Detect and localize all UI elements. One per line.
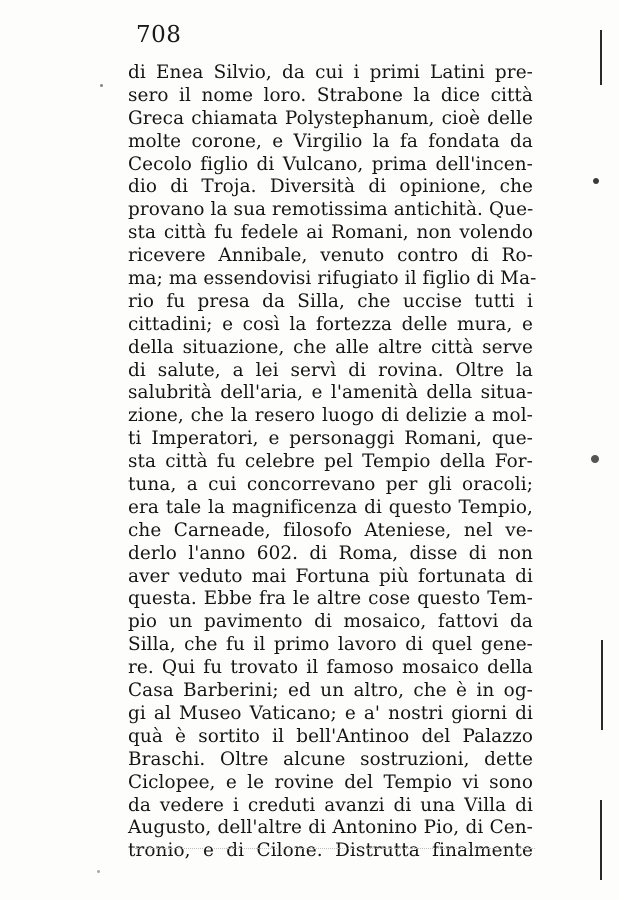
text-line: di salute, a lei servì di rovina. Oltre la [128, 359, 533, 381]
text-line: Ciclopee, e le rovine del Tempio vi sono [128, 771, 533, 793]
text-line: sero il nome loro. Strabone la dice città [128, 84, 533, 106]
bleed-through-line [135, 848, 535, 851]
text-line: sta città fu fedele ai Romani, non volendo [128, 222, 533, 244]
text-line: rio fu presa da Silla, che uccise tutti i [128, 290, 533, 312]
text-line: da vedere i creduti avanzi di una Villa di [128, 794, 533, 816]
text-line: molte corone, e Virgilio la fa fondata da [128, 130, 533, 152]
text-line: re. Qui fu trovato il famoso mosaico della [128, 657, 533, 679]
binding-edge-mark [600, 30, 602, 85]
text-line: sta città fu celebre pel Tempio della For- [128, 451, 533, 473]
text-line: che Carneade, filosofo Ateniese, nel ve- [128, 519, 533, 541]
text-line: ricevere Annibale, venuto contro di Ro- [128, 245, 533, 267]
page-number: 708 [136, 22, 182, 48]
ink-speck [100, 84, 103, 87]
text-line: quà è sortito il bell'Antinoo del Palazzo [128, 725, 533, 747]
text-line: tronio, e di Cilone. Distrutta finalmente [128, 840, 533, 862]
text-line: cittadini; e così la fortezza delle mura, e [128, 313, 533, 335]
text-line: aver veduto mai Fortuna più fortunata di [128, 565, 533, 587]
text-line: ti Imperatori, e personaggi Romani, que- [128, 428, 533, 450]
text-line: Greca chiamata Polystephanum, cioè delle [128, 107, 533, 129]
text-line: Silla, che fu il primo lavoro di quel gene- [128, 634, 533, 656]
text-line: gi al Museo Vaticano; e a' nostri giorni di [128, 702, 533, 724]
text-line: della situazione, che alle altre città serve [128, 336, 533, 358]
text-line: questa. Ebbe fra le altre cose questo Tem- [128, 588, 533, 610]
text-line: ma; ma essendovisi rifugiato il figlio di Ma- [128, 268, 537, 290]
ink-smudge [591, 455, 599, 463]
binding-edge-mark [600, 800, 602, 880]
text-line: derlo l'anno 602. di Roma, disse di non [128, 542, 533, 564]
text-line: Cecolo figlio di Vulcano, prima dell'incen- [128, 153, 533, 175]
text-line: di Enea Silvio, da cui i primi Latini pre- [128, 62, 533, 83]
text-line: Casa Barberini; ed un altro, che è in og- [128, 680, 533, 702]
text-line: era tale la magnificenza di questo Tempio, [128, 496, 533, 518]
text-line: tuna, a cui concorrevano per gli oracoli; [128, 474, 533, 496]
text-line: pio un pavimento di mosaico, fattovi da [128, 611, 533, 633]
ink-smudge [593, 178, 599, 184]
binding-edge-mark [601, 640, 603, 730]
text-line: Braschi. Oltre alcune sostruzioni, dette [128, 748, 533, 770]
text-line: provano la sua remotissima antichità. Que- [128, 199, 534, 221]
text-line: salubrità dell'aria, e l'amenità della situa- [128, 382, 533, 404]
text-line: zione, che la resero luogo di delizie a mol- [128, 405, 533, 427]
text-line: Augusto, dell'altre di Antonino Pio, di Cen- [128, 817, 533, 839]
ink-speck [97, 870, 100, 873]
body-text [128, 62, 537, 863]
text-line: dio di Troja. Diversità di opinione, che [128, 176, 533, 198]
